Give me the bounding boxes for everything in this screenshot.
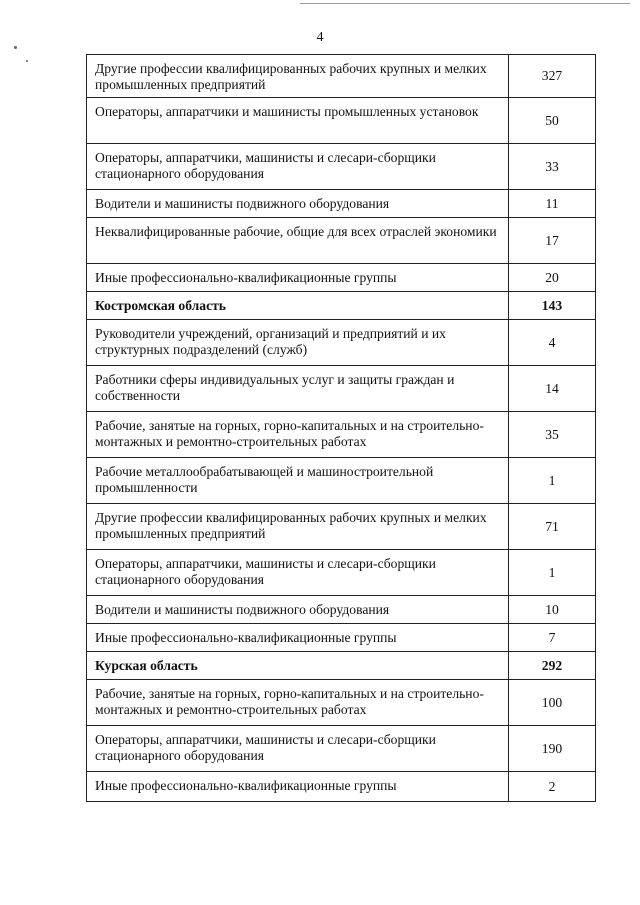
table-row: [87, 190, 596, 218]
table-row: [87, 624, 596, 652]
table-row: [87, 144, 596, 190]
occupation-count: 100: [509, 680, 596, 726]
region-total: 143: [509, 292, 596, 320]
occupation-label: Другие профессии квалифицированных рабочих крупных и мелких промышленных предприятий: [87, 504, 509, 550]
occupation-count: 50: [509, 98, 596, 144]
region-row: [87, 652, 596, 680]
region-name: Костромская область: [87, 292, 509, 320]
occupation-count: 11: [509, 190, 596, 218]
scan-speck: [26, 60, 28, 62]
occupation-label: Иные профессионально-квалификационные группы: [87, 264, 509, 292]
table-row: [87, 772, 596, 802]
occupation-count: 17: [509, 218, 596, 264]
table-row: [87, 218, 596, 264]
occupation-count: 14: [509, 366, 596, 412]
table-row: [87, 550, 596, 596]
table-row: [87, 458, 596, 504]
occupation-label: Операторы, аппаратчики, машинисты и слесари-сборщики стационарного оборудования: [87, 144, 509, 190]
occupation-label: Иные профессионально-квалификационные группы: [87, 772, 509, 802]
occupation-label: Водители и машинисты подвижного оборудования: [87, 190, 509, 218]
occupation-count: 10: [509, 596, 596, 624]
occupation-label: Рабочие, занятые на горных, горно-капитальных и на строительно-монтажных и ремонтно-строительных работах: [87, 412, 509, 458]
occupation-count: 1: [509, 550, 596, 596]
occupation-table: [86, 54, 596, 802]
occupation-label: Неквалифицированные рабочие, общие для всех отраслей экономики: [87, 218, 509, 264]
occupation-label: Руководители учреждений, организаций и предприятий и их структурных подразделений (служб): [87, 320, 509, 366]
table-row: [87, 320, 596, 366]
occupation-count: 7: [509, 624, 596, 652]
scan-speck: [14, 46, 17, 49]
table-row: [87, 366, 596, 412]
occupation-count: 327: [509, 55, 596, 98]
occupation-label: Рабочие металлообрабатывающей и машиностроительной промышленности: [87, 458, 509, 504]
occupation-label: Операторы, аппаратчики, машинисты и слесари-сборщики стационарного оборудования: [87, 726, 509, 772]
table-row: [87, 726, 596, 772]
table-row: [87, 504, 596, 550]
occupation-label: Работники сферы индивидуальных услуг и защиты граждан и собственности: [87, 366, 509, 412]
table-row: [87, 596, 596, 624]
occupation-count: 4: [509, 320, 596, 366]
table-row: [87, 680, 596, 726]
region-name: Курская область: [87, 652, 509, 680]
table-row: [87, 264, 596, 292]
occupation-count: 20: [509, 264, 596, 292]
occupation-count: 33: [509, 144, 596, 190]
occupation-count: 35: [509, 412, 596, 458]
occupation-label: Операторы, аппаратчики, машинисты и слесари-сборщики стационарного оборудования: [87, 550, 509, 596]
table-row: [87, 55, 596, 98]
occupation-count: 71: [509, 504, 596, 550]
page-number: 4: [316, 30, 324, 45]
occupation-count: 2: [509, 772, 596, 802]
occupation-count: 1: [509, 458, 596, 504]
occupation-label: Другие профессии квалифицированных рабочих крупных и мелких промышленных предприятий: [87, 55, 509, 98]
occupation-label: Операторы, аппаратчики и машинисты промышленных установок: [87, 98, 509, 144]
table-body: [87, 55, 596, 802]
scan-edge-line: [300, 3, 630, 4]
occupation-count: 190: [509, 726, 596, 772]
table-row: [87, 98, 596, 144]
occupation-label: Рабочие, занятые на горных, горно-капитальных и на строительно-монтажных и ремонтно-строительных работах: [87, 680, 509, 726]
table-row: [87, 412, 596, 458]
region-total: 292: [509, 652, 596, 680]
occupation-label: Водители и машинисты подвижного оборудования: [87, 596, 509, 624]
region-row: [87, 292, 596, 320]
occupation-label: Иные профессионально-квалификационные группы: [87, 624, 509, 652]
